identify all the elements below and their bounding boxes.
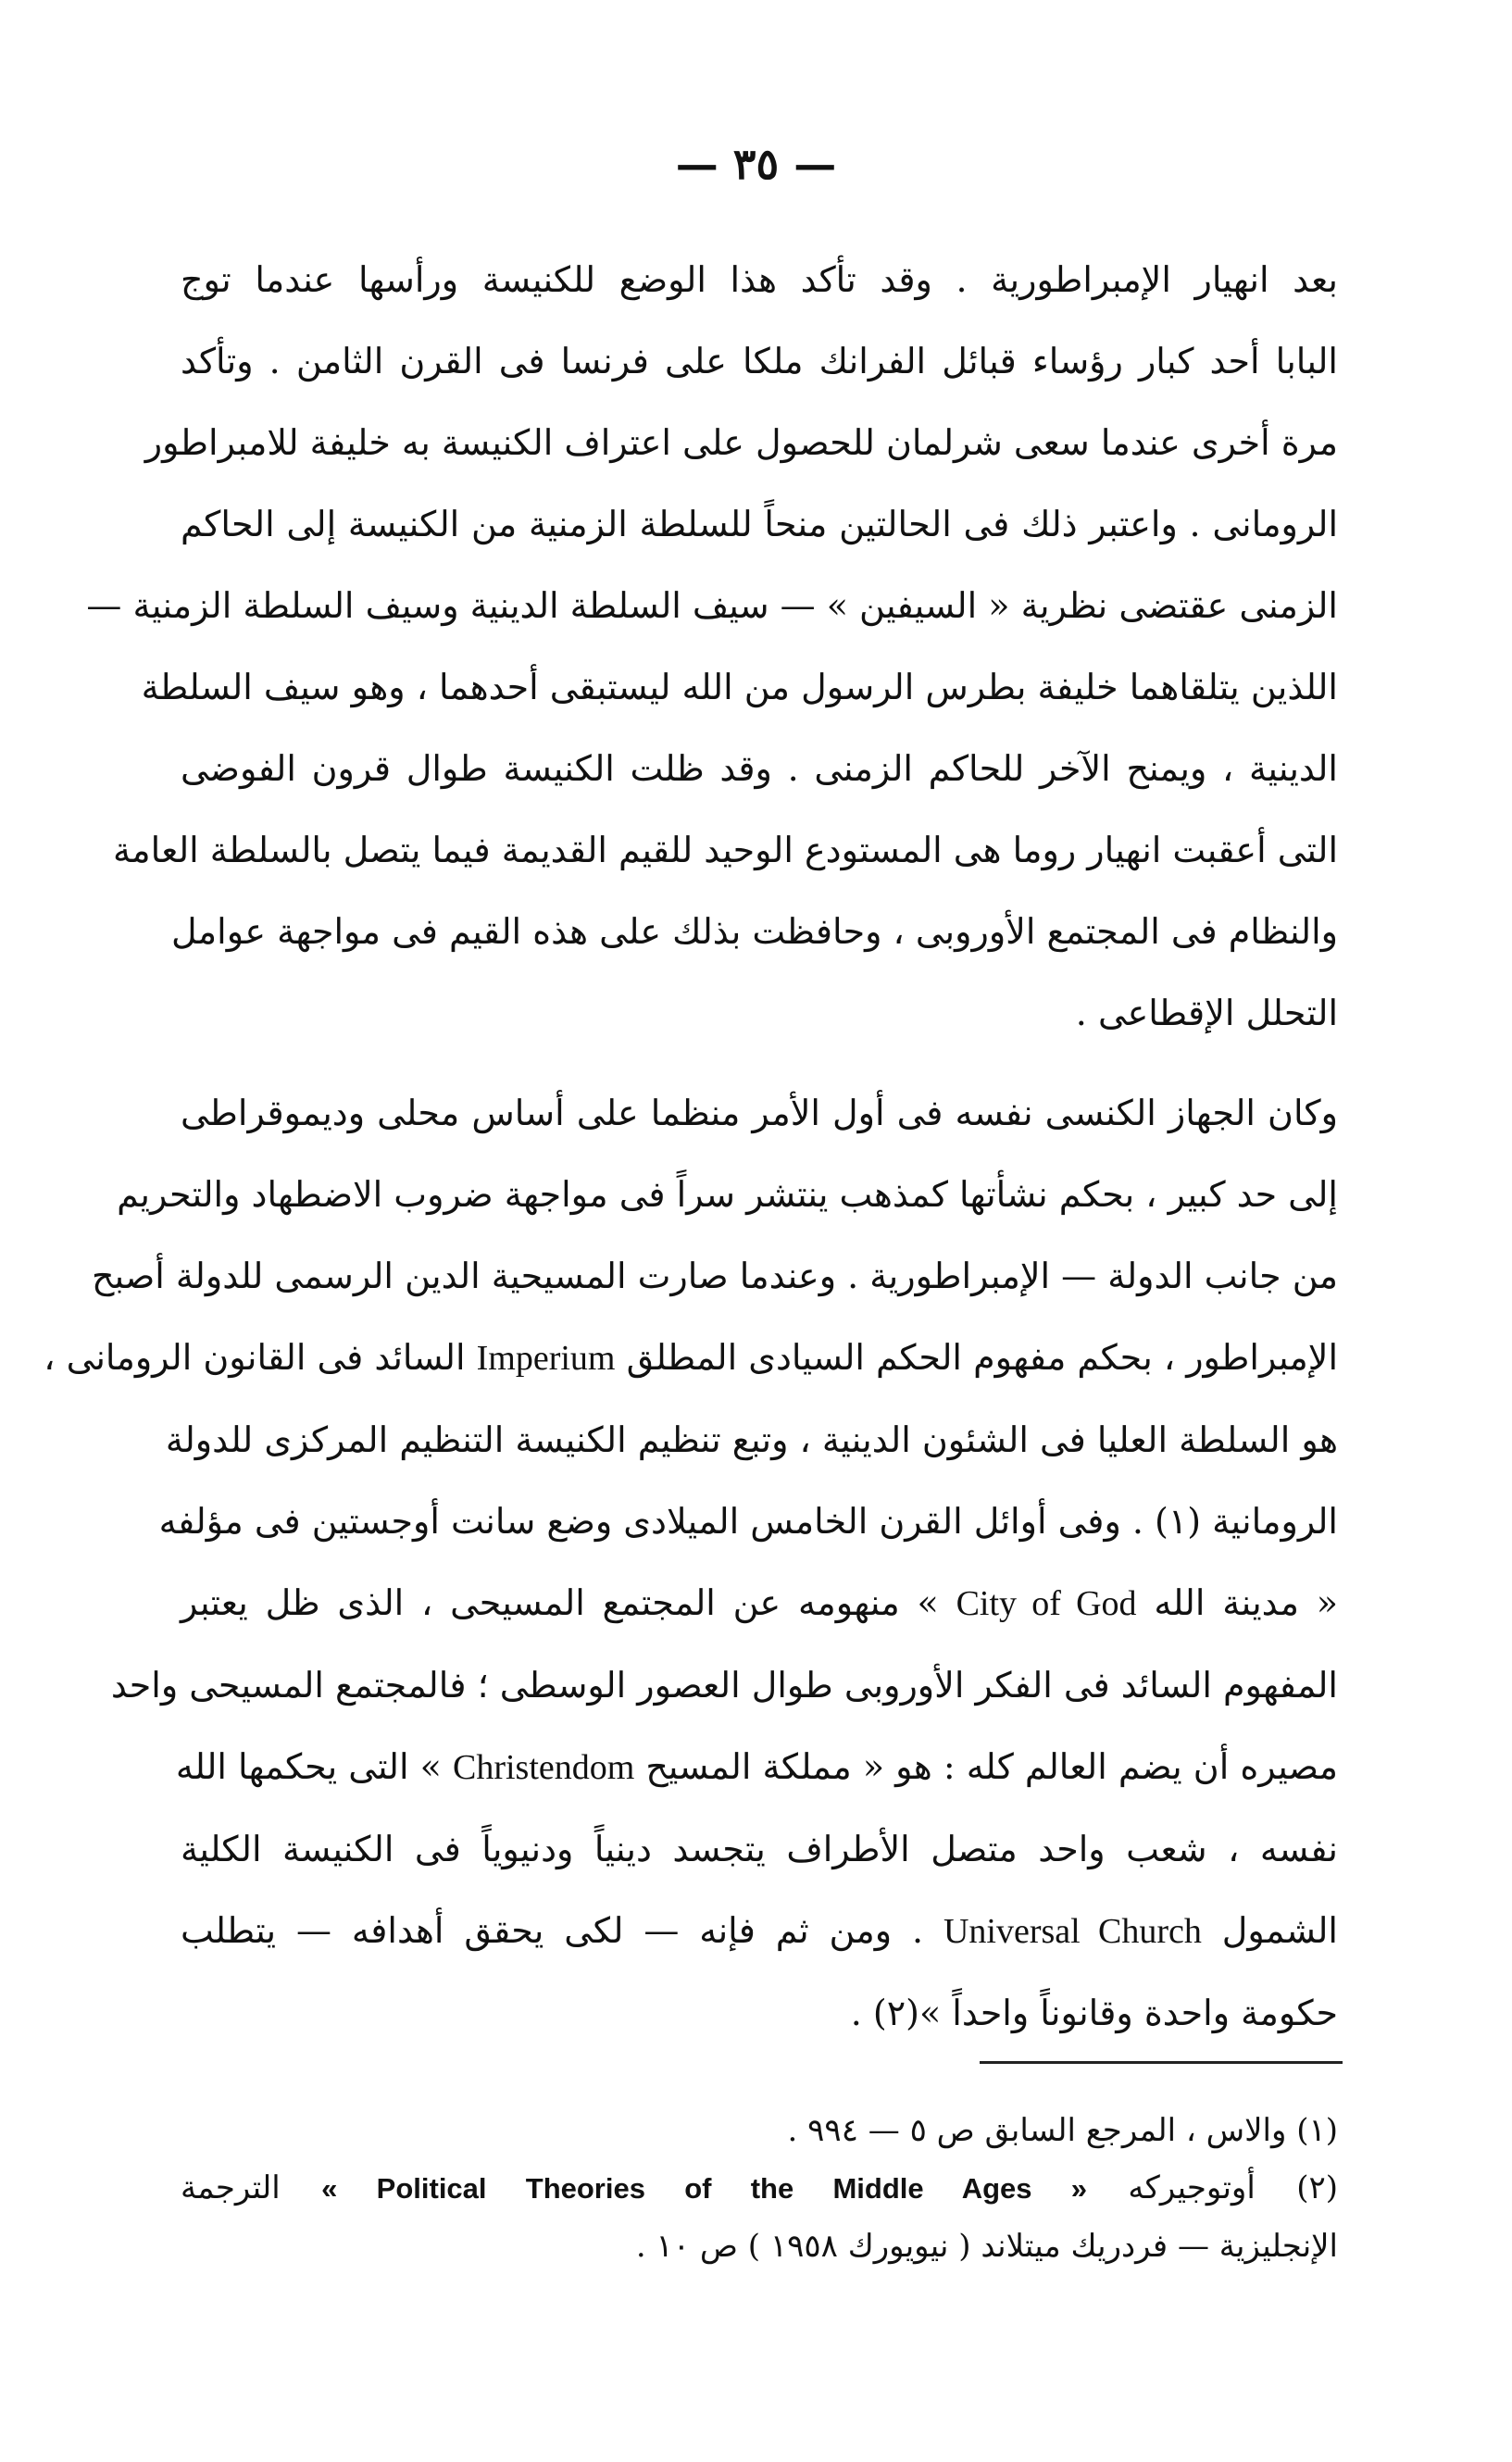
line-segment: مصيره أن يضم العالم كله : هو « مملكة المسيح bbox=[645, 1746, 1338, 1787]
latin-term: City of God bbox=[956, 1584, 1137, 1623]
paragraph-line: المفهوم السائد فى الفكر الأوروبى طوال العصور الوسطى ؛ فالمجتمع المسيحى واحد bbox=[110, 1665, 1338, 1706]
paragraph-line: هو السلطة العليا فى الشئون الدينية ، وتبع تنظيم الكنيسة التنظيم المركزى للدولة bbox=[165, 1419, 1338, 1460]
paragraph-line: الرومانى . واعتبر ذلك فى الحالتين منحاً للسلطة الزمنية من الكنيسة إلى الحاكم bbox=[181, 504, 1338, 544]
paragraph-line: التحلل الإقطاعى . bbox=[1075, 993, 1338, 1033]
line-segment: « مدينة الله bbox=[1154, 1582, 1338, 1623]
paragraph-line: مرة أخرى عندما سعى شرلمان للحصول على اعتراف الكنيسة به خليفة للامبراطور bbox=[144, 422, 1338, 463]
paragraph-line: حكومة واحدة وقانوناً واحداً »(٢) . bbox=[850, 1993, 1338, 2033]
line-segment: » منهومه عن المجتمع المسيحى ، الذى ظل يعتبر bbox=[181, 1582, 939, 1623]
paragraph-line: إلى حد كبير ، بحكم نشأتها كمذهب ينتشر سراً فى مواجهة ضروب الاضطهاد والتحريم bbox=[117, 1174, 1338, 1215]
paragraph-line bbox=[44, 1317, 1338, 1399]
line-segment: » التى يحكمها الله bbox=[175, 1746, 442, 1787]
paragraph-line: التى أعقبت انهيار روما هى المستودع الوحيد للقيم القديمة فيما يتصل بالسلطة العامة bbox=[112, 830, 1338, 870]
paragraph-2 bbox=[44, 1072, 1338, 2054]
paragraph-line: بعد انهيار الإمبراطورية . وقد تأكد هذا الوضع للكنيسة ورأسها عندما توج bbox=[181, 259, 1338, 300]
paragraph-line: الرومانية (١) . وفى أوائل القرن الخامس الميلادى وضع سانت أوجستين فى مؤلفه bbox=[158, 1501, 1338, 1542]
paragraph-line: والنظام فى المجتمع الأوروبى ، وحافظت بذلك على هذه القيم فى مواجهة عوامل bbox=[171, 911, 1338, 952]
paragraph-line: نفسه ، شعب واحد متصل الأطراف يتجسد دينياً ودنيوياً فى الكنيسة الكلية bbox=[181, 1829, 1338, 1869]
footnote-divider bbox=[980, 2061, 1343, 2064]
book-title: « Political Theories of the Middle Ages » bbox=[321, 2172, 1087, 2205]
line-segment: السائد فى القانون الرومانى ، bbox=[44, 1337, 466, 1378]
footnotes bbox=[181, 2102, 1338, 2275]
footnote-segment: (٢) أوتوجيركه bbox=[1128, 2169, 1338, 2206]
latin-term: Universal Church bbox=[943, 1912, 1202, 1951]
footnote-segment: الترجمة bbox=[181, 2169, 281, 2206]
paragraph-line: الدينية ، ويمنح الآخر للحاكم الزمنى . وقد ظلت الكنيسة طوال قرون الفوضى bbox=[181, 748, 1338, 789]
paragraph-line bbox=[175, 1726, 1338, 1808]
latin-term: Imperium bbox=[476, 1339, 616, 1378]
paragraph-line: البابا أحد كبار رؤساء قبائل الفرانك ملكا على فرنسا فى القرن الثامن . وتأكد bbox=[181, 341, 1338, 381]
paragraph-1 bbox=[86, 239, 1338, 1054]
paragraph-line bbox=[181, 1562, 1338, 1644]
paragraph-line bbox=[181, 1890, 1338, 1972]
footnote-2 bbox=[181, 2159, 1338, 2218]
footnote-1: (١) والاس ، المرجع السابق ص ٥ — ٩٩٤ . bbox=[787, 2112, 1338, 2149]
footnote-2-continued: الإنجليزية — فردريك ميتلاند ( نيويورك ١٩٥٨ ) ص ١٠ . bbox=[635, 2228, 1338, 2265]
line-segment: الإمبراطور ، بحكم مفهوم الحكم السيادى المطلق bbox=[626, 1337, 1338, 1378]
paragraph-line: من جانب الدولة — الإمبراطورية . وعندما صارت المسيحية الدين الرسمى للدولة أصبح bbox=[92, 1256, 1338, 1296]
paragraph-line: وكان الجهاز الكنسى نفسه فى أول الأمر منظما على أساس محلى وديموقراطى bbox=[181, 1093, 1338, 1133]
latin-term: Christendom bbox=[452, 1748, 635, 1787]
line-segment: الشمول bbox=[1221, 1910, 1338, 1951]
paragraph-line: اللذين يتلقاهما خليفة بطرس الرسول من الله ليستبقى أحدهما ، وهو سيف السلطة bbox=[141, 667, 1338, 707]
page-number: — ٣٥ — bbox=[675, 139, 837, 189]
paragraph-line: الزمنى عقتضى نظرية « السيفين » — سيف السلطة الدينية وسيف السلطة الزمنية — bbox=[86, 585, 1338, 626]
line-segment: . ومن ثم فإنه — لكى يحقق أهدافه — يتطلب bbox=[181, 1910, 924, 1951]
